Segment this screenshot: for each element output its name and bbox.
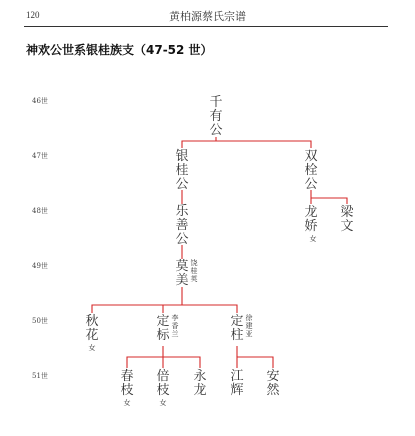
generation-label-47: 47世 bbox=[32, 152, 48, 160]
page-number: 120 bbox=[26, 10, 40, 20]
connector-shuangshuan-children bbox=[311, 190, 347, 204]
person-chunzhi: 春 枝 bbox=[120, 369, 134, 398]
person-shuangshuan: 双 栓 公 bbox=[304, 149, 318, 192]
connector-gen50-bar bbox=[92, 305, 237, 313]
person-jianghui: 江 辉 bbox=[230, 369, 244, 398]
generation-label-46: 46世 bbox=[32, 97, 48, 105]
note-dinggui: 徐建亚 bbox=[245, 314, 253, 338]
person-dinggui: 定 柱 bbox=[230, 314, 244, 343]
person-qiuhua: 秋 花 bbox=[85, 314, 99, 343]
connector-dinggui-children bbox=[237, 357, 273, 368]
person-qianyou: 千 有 公 bbox=[209, 95, 223, 138]
note-dingbiao: 李香兰 bbox=[171, 314, 179, 338]
generation-label-51: 51世 bbox=[32, 372, 48, 380]
person-yingui: 银 桂 公 bbox=[175, 149, 189, 192]
person-momei: 莫 美 bbox=[175, 259, 189, 288]
connector-qianyou-yingui bbox=[182, 137, 216, 148]
section-title: 神欢公世系银桂族支（47-52 世） bbox=[26, 43, 213, 57]
person-beizhi: 倍 枝 bbox=[156, 369, 170, 398]
note-qiuhua: 女 bbox=[88, 344, 96, 352]
note-momei: 饶桂英 bbox=[190, 259, 198, 283]
person-leshan: 乐 善 公 bbox=[175, 204, 189, 247]
generation-label-49: 49世 bbox=[32, 262, 48, 270]
note-beizhi: 女 bbox=[159, 399, 167, 407]
note-longjiao: 女 bbox=[309, 235, 317, 243]
person-anran: 安 然 bbox=[266, 369, 280, 398]
generation-label-48: 48世 bbox=[32, 207, 48, 215]
connector-qianyou-shuangshuan bbox=[216, 141, 311, 148]
person-longjiao: 龙 娇 bbox=[304, 205, 318, 234]
person-yonglong: 永 龙 bbox=[193, 369, 207, 398]
person-dingbiao: 定 标 bbox=[156, 314, 170, 343]
note-chunzhi: 女 bbox=[123, 399, 131, 407]
person-liangwen: 梁 文 bbox=[340, 205, 354, 234]
book-title: 黄柏源蔡氏宗谱 bbox=[169, 10, 246, 23]
generation-label-50: 50世 bbox=[32, 317, 48, 325]
